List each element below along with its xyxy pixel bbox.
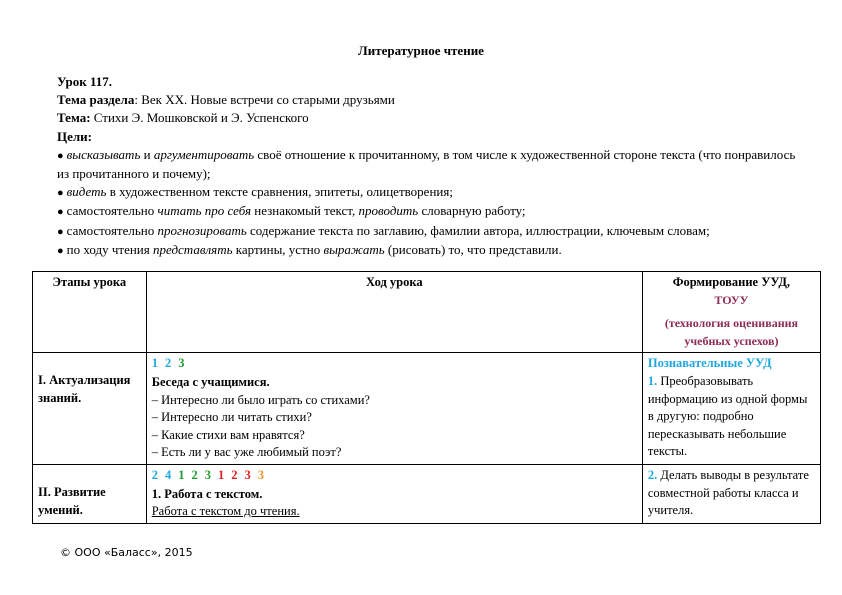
table-row [33, 353, 821, 465]
uud-number: 2. [647, 467, 658, 482]
uud-number: 1. [647, 373, 658, 388]
goal-verb: прогнозировать [157, 222, 247, 238]
goal-item [57, 241, 797, 260]
step-number: 2 [151, 467, 160, 482]
step-number: 2 [191, 467, 200, 482]
uud-item [648, 373, 815, 461]
bullet-icon: ● [57, 206, 64, 219]
step-number: 1 [178, 467, 187, 482]
goal-text: самостоятельно [66, 222, 158, 238]
topic-label: Тема: [57, 110, 91, 126]
copyright: © ООО «Баласс», 2015 [60, 546, 193, 559]
bullet-icon: ● [57, 149, 64, 162]
goal-verb: выражать [323, 241, 385, 257]
goal-text: и [140, 146, 154, 162]
stage-cell: II. Развитие умений. [33, 464, 147, 523]
process-line: – Есть ли у вас уже любимый поэт? [151, 445, 342, 460]
goal-text: в художественном тексте сравнения, эпитеты, олицетворения; [106, 184, 453, 200]
step-numbers [152, 355, 637, 373]
header-uud-title: Формирование УУД, [672, 275, 791, 289]
uud-item [648, 467, 815, 520]
process-cell [146, 353, 642, 465]
goal-item [57, 183, 797, 202]
step-number: 1 [217, 467, 227, 482]
process-cell [146, 464, 642, 523]
uud-title: Познавательные УУД [647, 356, 772, 371]
process-heading: Беседа с учащимися. [151, 374, 270, 389]
bullet-icon: ● [57, 187, 64, 200]
goal-verb: видеть [66, 184, 107, 200]
step-number: 3 [204, 467, 213, 482]
bullet-icon: ● [57, 244, 64, 257]
topic-line [57, 109, 797, 127]
step-number: 1 [151, 356, 160, 371]
step-number: 2 [164, 356, 174, 371]
goal-text: (рисовать) то, что представили. [384, 241, 562, 257]
process-line: – Интересно ли читать стихи? [151, 410, 312, 425]
goal-text: по ходу чтения [66, 241, 153, 257]
goal-verb: представлять [153, 241, 233, 257]
process-line: – Какие стихи вам нравятся? [151, 427, 305, 442]
header-touu-full: (технология оценивания учебных успехов) [664, 316, 799, 348]
lesson-table [32, 271, 821, 524]
section-line [57, 91, 797, 109]
table-header-row [33, 272, 821, 353]
step-number: 3 [257, 467, 266, 482]
step-number: 4 [164, 467, 174, 482]
section-label: Тема раздела [57, 92, 135, 108]
goal-verb: читать про себя [157, 203, 252, 219]
process-line: – Интересно ли было играть со стихами? [151, 392, 370, 407]
bullet-icon: ● [57, 225, 64, 238]
goal-text: картины, устно [232, 241, 324, 257]
stage-cell: I. Актуализация знаний. [33, 353, 147, 465]
goal-text: содержание текста по заглавию, фамилии автора, иллюстрации, ключевым словам; [246, 222, 710, 238]
uud-cell [642, 464, 820, 523]
header-touu: ТОУУ [714, 292, 749, 307]
goals-label: Цели: [57, 128, 92, 144]
step-number: 2 [231, 467, 240, 482]
table-row [33, 464, 821, 523]
section-value: : Век ХХ. Новые встречи со старыми друзьями [134, 92, 395, 108]
goal-verb: высказывать [66, 146, 141, 162]
lesson-number: Урок 117. [57, 74, 112, 89]
lesson-header [57, 73, 797, 260]
goals-list [57, 146, 797, 260]
process-subheading: Работа с текстом до чтения. [151, 504, 300, 519]
header-stages: Этапы урока [33, 272, 147, 353]
process-heading: 1. Работа с текстом. [151, 486, 263, 501]
goal-verb: аргументировать [153, 146, 255, 162]
step-number: 3 [244, 467, 253, 482]
header-uud [642, 272, 820, 353]
goal-item [57, 146, 797, 183]
goal-item [57, 222, 797, 241]
step-number: 3 [178, 356, 187, 371]
header-process: Ход урока [146, 272, 642, 353]
uud-cell [642, 353, 820, 465]
goal-verb: проводить [358, 203, 419, 219]
topic-value: Стихи Э. Мошковской и Э. Успенского [90, 110, 309, 126]
goal-text: своё отношение к прочитанному, в том числе к художественной стороне текста (что понравилось из прочитанного и почему); [57, 146, 796, 182]
step-numbers [152, 467, 637, 485]
page-title: Литературное чтение [358, 43, 484, 58]
uud-text: Делать выводы в результате совместной работы класса и учителя. [647, 467, 809, 518]
goal-text: словарную работу; [418, 203, 526, 219]
goal-text: самостоятельно [66, 203, 158, 219]
goal-text: незнакомый текст, [251, 203, 359, 219]
goal-item [57, 202, 797, 221]
uud-text: Преобразовывать информацию из одной формы в другую: подробно пересказывать небольшие тексты. [647, 373, 808, 459]
